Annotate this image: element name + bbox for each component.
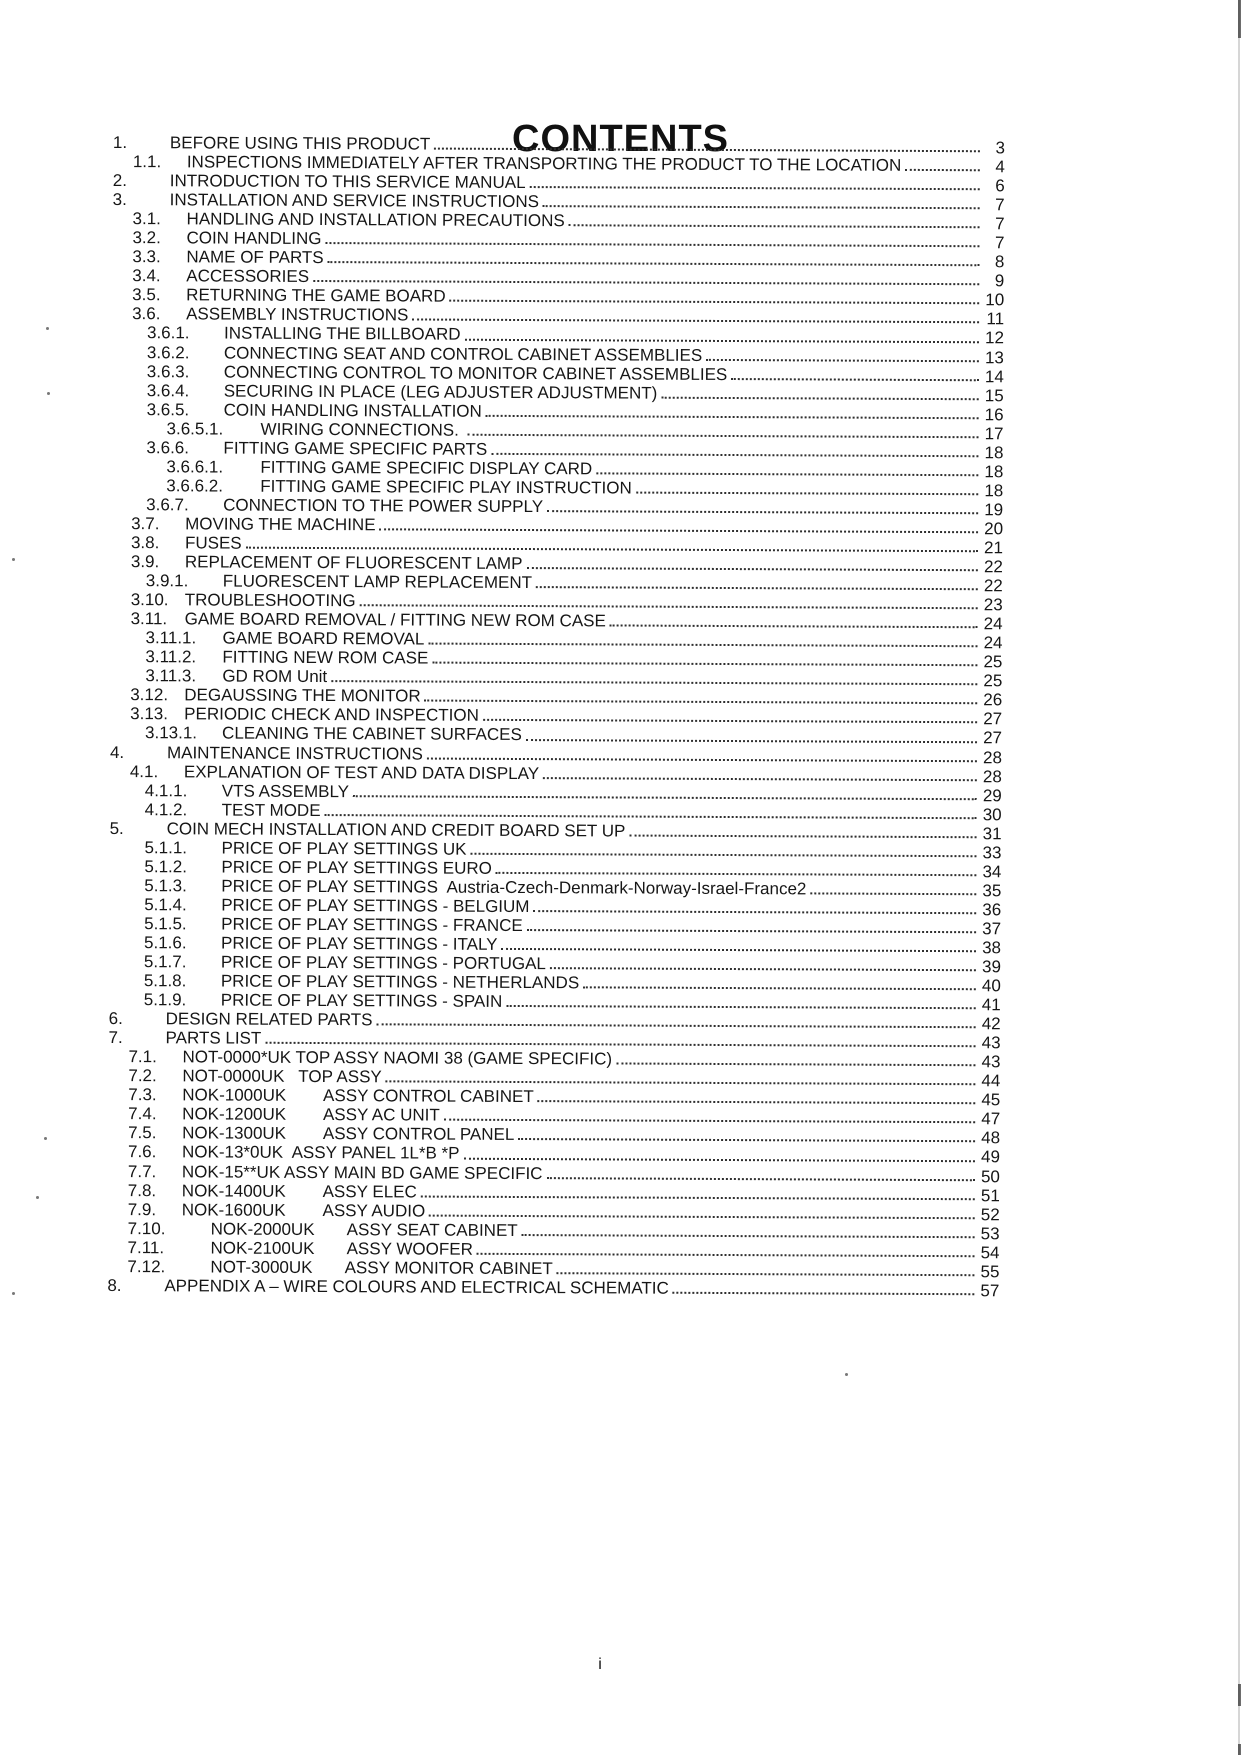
toc-entry-title: GD ROM Unit [222, 666, 328, 687]
toc-entry-title: CLEANING THE CABINET SURFACES [222, 723, 522, 745]
table-of-contents [107, 133, 1005, 1299]
toc-entry-number: 3.11.1. [145, 628, 197, 648]
toc-entry-page-number: 25 [983, 652, 1003, 672]
scan-speck [845, 1373, 848, 1376]
toc-entry-title: NOK-1300UK ASSY CONTROL PANEL [182, 1123, 515, 1145]
dotted-leader [463, 1157, 975, 1161]
toc-entry-title: PRICE OF PLAY SETTINGS - FRANCE [221, 914, 523, 935]
toc-entry-number: 5.1.5. [144, 914, 187, 934]
toc-entry-number: 3.6. [132, 304, 161, 324]
toc-entry-number: 1.1. [132, 152, 162, 172]
toc-entry-number: 3.12. [130, 685, 169, 705]
toc-entry-page-number: 37 [982, 919, 1002, 939]
toc-entry-number: 5.1.2. [144, 856, 188, 877]
toc-entry-title: INSTALLING THE BILLBOARD [223, 324, 461, 345]
dotted-leader [325, 814, 977, 819]
toc-entry-number: 3.6.3. [146, 361, 190, 381]
toc-entry-number: 3.9. [130, 552, 160, 572]
toc-entry-number: 5.1.4. [144, 895, 187, 915]
toc-entry-page-number: 16 [984, 404, 1004, 425]
dotted-leader [533, 910, 976, 914]
toc-entry-number: 5. [109, 818, 124, 838]
toc-entry-page-number: 27 [983, 728, 1003, 748]
dotted-leader [428, 643, 977, 648]
toc-entry-title: CONNECTING CONTROL TO MONITOR CABINET ASSEMBLIES [223, 362, 728, 384]
toc-entry-title: SECURING IN PLACE (LEG ADJUSTER ADJUSTMENT) [223, 381, 658, 403]
dotted-leader [616, 1063, 975, 1067]
toc-entry-title: INSPECTIONS IMMEDIATELY AFTER TRANSPORTING THE PRODUCT TO THE LOCATION [186, 152, 902, 175]
toc-entry-title: ASSEMBLY INSTRUCTIONS [186, 304, 409, 325]
toc-entry-page-number: 19 [984, 500, 1004, 520]
toc-entry-number: 5.1.3. [144, 875, 187, 896]
toc-entry-title: PERIODIC CHECK AND INSPECTION [184, 704, 479, 726]
toc-entry-page-number: 47 [981, 1109, 1001, 1129]
toc-entry-title: PRICE OF PLAY SETTINGS - BELGIUM [221, 895, 530, 916]
dotted-leader [328, 261, 980, 266]
toc-entry-page-number: 9 [994, 271, 1005, 291]
toc-entry-title: FITTING NEW ROM CASE [222, 647, 429, 668]
toc-entry-page-number: 18 [984, 443, 1004, 463]
toc-entry-number: 5.1.1. [144, 837, 188, 858]
dotted-leader [506, 1005, 975, 1009]
toc-entry-page-number: 55 [980, 1262, 1000, 1282]
toc-entry-title: CONNECTION TO THE POWER SUPPLY [223, 495, 544, 516]
toc-entry-page-number: 44 [981, 1071, 1001, 1091]
toc-entry-page-number: 8 [994, 252, 1005, 272]
toc-entry-number: 5.1.8. [143, 971, 187, 991]
toc-entry-number: 5.1.9. [143, 990, 187, 1010]
toc-entry-title: DESIGN RELATED PARTS [165, 1009, 373, 1030]
toc-entry-title: INTRODUCTION TO THIS SERVICE MANUAL [169, 171, 526, 193]
toc-entry-number: 4.1. [129, 761, 159, 781]
scan-speck [36, 1196, 39, 1199]
toc-entry-page-number: 24 [983, 633, 1003, 653]
toc-entry-title: NOK-1200UK ASSY AC UNIT [182, 1104, 440, 1125]
toc-entry-number: 3.6.4. [146, 380, 190, 400]
scan-speck [46, 327, 49, 330]
toc-entry-title: CONNECTING SEAT AND CONTROL CABINET ASSEMBLIES [223, 343, 703, 365]
toc-entry-page-number: 23 [983, 595, 1003, 615]
dotted-leader [550, 967, 976, 971]
toc-entry-number: 3.7. [131, 514, 160, 534]
dotted-leader [477, 1253, 975, 1257]
toc-entry-page-number: 49 [981, 1147, 1001, 1167]
toc-entry-page-number: 15 [984, 385, 1004, 405]
toc-entry-number: 7.4. [128, 1104, 157, 1124]
toc-entry-title: HANDLING AND INSTALLATION PRECAUTIONS [186, 209, 565, 231]
dotted-leader [468, 433, 979, 437]
toc-entry-number: 3.4. [132, 266, 161, 286]
dotted-leader [501, 948, 976, 952]
dotted-leader [536, 586, 978, 590]
toc-entry-page-number: 35 [982, 881, 1002, 901]
toc-entry-page-number: 21 [984, 538, 1004, 558]
toc-entry-page-number: 3 [995, 138, 1005, 158]
toc-entry-page-number: 18 [984, 462, 1004, 482]
toc-entry-title: NOK-1600UK ASSY AUDIO [181, 1199, 426, 1221]
toc-entry-page-number: 28 [982, 747, 1003, 767]
toc-entry-title: VTS ASSEMBLY [221, 781, 350, 801]
dotted-leader [380, 528, 979, 533]
toc-entry-number: 7. [108, 1028, 123, 1048]
dotted-leader [425, 700, 978, 705]
dotted-leader [546, 1177, 974, 1181]
toc-entry-page-number: 45 [981, 1090, 1001, 1110]
dotted-leader [547, 510, 978, 514]
dotted-leader [429, 1214, 975, 1219]
toc-entry-page-number: 17 [984, 423, 1004, 444]
dotted-leader [427, 757, 977, 762]
dotted-leader [421, 1195, 975, 1200]
toc-entry-page-number: 34 [982, 862, 1002, 882]
dotted-leader [434, 148, 980, 153]
dotted-leader [527, 929, 976, 933]
toc-entry-number: 4.1.1. [144, 780, 188, 800]
toc-entry-title: PRICE OF PLAY SETTINGS - SPAIN [220, 990, 503, 1012]
toc-entry-page-number: 20 [984, 519, 1004, 539]
toc-entry-title: TROUBLESHOOTING [184, 590, 356, 611]
toc-entry-title: REPLACEMENT OF FLUORESCENT LAMP [184, 552, 523, 574]
toc-entry-number: 7.11. [127, 1237, 165, 1257]
toc-entry-page-number: 24 [983, 614, 1003, 634]
toc-entry-number: 3.9.1. [145, 571, 189, 591]
dotted-leader [353, 795, 977, 800]
toc-entry-page-number: 22 [983, 576, 1003, 596]
toc-entry-title: TEST MODE [221, 800, 321, 820]
dotted-leader [610, 625, 978, 629]
dotted-leader [486, 415, 979, 419]
toc-entry-page-number: 54 [980, 1242, 1000, 1263]
toc-entry-number: 2. [112, 171, 128, 191]
dotted-leader [538, 1100, 976, 1104]
toc-entry-number: 7.1. [128, 1047, 157, 1067]
toc-entry-number: 3.6.5.1. [166, 418, 224, 439]
toc-entry-title: PRICE OF PLAY SETTINGS UK [221, 838, 467, 859]
toc-entry-page-number: 42 [981, 1014, 1001, 1034]
toc-entry-page-number: 39 [981, 957, 1001, 977]
dotted-leader [905, 169, 980, 171]
toc-entry-number: 3.6.7. [146, 495, 189, 515]
toc-entry-page-number: 33 [982, 842, 1002, 863]
toc-entry-title: NOK-2000UK ASSY SEAT CABINET [210, 1219, 518, 1240]
toc-entry-page-number: 7 [995, 195, 1005, 215]
toc-entry-title: PARTS LIST [165, 1028, 262, 1048]
toc-entry-title: MOVING THE MACHINE [185, 514, 376, 535]
toc-entry-number: 3.11.2. [145, 647, 197, 667]
toc-entry-title: NOK-1000UK ASSY CONTROL CABINET [182, 1085, 534, 1107]
toc-entry-title: COIN HANDLING INSTALLATION [223, 400, 482, 421]
toc-entry-title: ACCESSORIES [186, 266, 310, 287]
toc-entry-title: NOK-2100UK ASSY WOOFER [210, 1238, 473, 1259]
dotted-leader [496, 872, 977, 876]
toc-entry-page-number: 7 [995, 214, 1005, 234]
toc-entry-title: GAME BOARD REMOVAL / FITTING NEW ROM CASE [184, 609, 606, 631]
toc-entry-number: 3. [112, 190, 127, 210]
toc-entry-page-number: 18 [984, 481, 1004, 501]
toc-entry-page-number: 28 [982, 766, 1002, 786]
toc-entry-title: BEFORE USING THIS PRODUCT [169, 133, 431, 154]
toc-entry-title: FITTING GAME SPECIFIC PARTS [223, 438, 488, 459]
dotted-leader [246, 547, 978, 553]
toc-entry-page-number: 26 [983, 690, 1003, 710]
toc-entry-page-number: 25 [983, 671, 1003, 691]
toc-entry-number: 7.6. [127, 1142, 157, 1162]
toc-entry-page-number: 38 [982, 938, 1002, 958]
toc-entry-title: NOT-0000*UK TOP ASSY NAOMI 38 (GAME SPECIFIC) [182, 1047, 613, 1069]
toc-entry-title: COIN MECH INSTALLATION AND CREDIT BOARD SET UP [166, 818, 626, 841]
dotted-leader [526, 567, 977, 571]
toc-entry-number: 3.10. [130, 590, 169, 610]
toc-entry-title: NOT-0000UK TOP ASSY [182, 1066, 382, 1087]
toc-entry-number: 3.13.1. [145, 723, 198, 743]
toc-entry-number: 3.6.6.2. [166, 476, 224, 496]
toc-entry-page-number: 50 [980, 1166, 1000, 1186]
toc-entry-number: 3.3. [132, 247, 161, 267]
toc-entry-number: 7.10. [127, 1218, 166, 1238]
toc-entry-page-number: 12 [985, 328, 1005, 348]
toc-entry-title: PRICE OF PLAY SETTINGS - ITALY [220, 933, 498, 954]
toc-entry-page-number: 22 [983, 557, 1003, 577]
toc-entry-number: 5.1.7. [143, 952, 187, 972]
dotted-leader [526, 739, 977, 743]
dotted-leader [569, 224, 980, 228]
toc-entry-page-number: 43 [981, 1033, 1001, 1053]
toc-entry-page-number: 29 [982, 785, 1002, 805]
toc-entry-title: PRICE OF PLAY SETTINGS EURO [221, 857, 492, 878]
dotted-leader [706, 358, 979, 361]
scan-edge-line [1238, 0, 1240, 1755]
scan-speck [12, 558, 15, 561]
toc-entry-title: FITTING GAME SPECIFIC PLAY INSTRUCTION [260, 476, 632, 498]
dotted-leader [444, 1119, 975, 1124]
scan-speck [47, 392, 50, 395]
toc-entry-page-number: 11 [986, 309, 1005, 329]
toc-entry-number: 3.6.1. [146, 323, 190, 343]
toc-entry-title: FITTING GAME SPECIFIC DISPLAY CARD [260, 457, 593, 479]
toc-entry-number: 7.7. [127, 1161, 157, 1181]
toc-entry-number: 3.2. [132, 228, 161, 248]
toc-entry-page-number: 10 [985, 290, 1005, 310]
dotted-leader [432, 662, 977, 667]
toc-entry-number: 8. [107, 1275, 122, 1295]
toc-entry-number: 3.8. [130, 533, 160, 553]
toc-entry-title: RETURNING THE GAME BOARD [186, 285, 446, 307]
toc-entry-number: 7.5. [128, 1123, 157, 1143]
toc-entry-number: 6. [108, 1009, 123, 1029]
dotted-leader [331, 680, 977, 685]
dotted-leader [583, 986, 976, 990]
toc-entry-number: 7.3. [128, 1085, 157, 1105]
toc-entry-page-number: 36 [982, 900, 1002, 920]
dotted-leader [326, 242, 980, 247]
toc-entry-number: 7.2. [128, 1066, 157, 1086]
toc-entry-title: NOT-3000UK ASSY MONITOR CABINET [210, 1257, 553, 1278]
footer-page-number: i [598, 1656, 602, 1673]
dotted-leader [557, 1272, 975, 1276]
dotted-leader [596, 472, 978, 476]
toc-entry-page-number: 52 [980, 1204, 1000, 1224]
dotted-leader [491, 453, 978, 457]
dotted-leader [450, 300, 980, 305]
toc-entry-number: 4. [109, 742, 125, 762]
toc-entry-title: NAME OF PARTS [186, 247, 324, 268]
toc-entry-title: COIN HANDLING [186, 228, 322, 249]
toc-entry-number: 7.8. [127, 1180, 157, 1200]
toc-entry-page-number: 7 [994, 233, 1005, 253]
toc-entry-page-number: 13 [984, 347, 1004, 367]
toc-entry-page-number: 53 [980, 1223, 1000, 1244]
scan-speck [44, 1137, 47, 1140]
toc-entry-title: FLUORESCENT LAMP REPLACEMENT [222, 571, 533, 593]
dotted-leader [483, 719, 977, 723]
toc-entry-number: 1. [112, 133, 128, 153]
dotted-leader [731, 378, 979, 381]
toc-entry-title: EXPLANATION OF TEST AND DATA DISPLAY [183, 761, 540, 783]
dotted-leader [522, 1234, 975, 1238]
toc-entry-title: MAINTENANCE INSTRUCTIONS [166, 742, 423, 764]
toc-entry-number: 3.5. [132, 285, 161, 305]
toc-entry-title: PRICE OF PLAY SETTINGS - PORTUGAL [220, 952, 546, 974]
dotted-leader [470, 853, 976, 857]
toc-entry-page-number: 41 [981, 995, 1001, 1015]
dotted-leader [518, 1138, 975, 1142]
dotted-leader [530, 186, 980, 190]
toc-entry-title: PRICE OF PLAY SETTINGS Austria-Czech-Denmark-Norway-Israel-France2 [221, 876, 807, 899]
toc-entry-number: 5.1.6. [143, 933, 187, 953]
toc-entry-number: 3.6.2. [146, 342, 190, 362]
dotted-leader [629, 834, 976, 838]
dotted-leader [360, 604, 978, 609]
toc-entry-number: 3.6.6.1. [166, 457, 224, 477]
toc-entry-number: 3.13. [130, 704, 169, 724]
page-title: CONTENTS [512, 118, 729, 161]
dotted-leader [661, 396, 978, 400]
toc-entry-title: GAME BOARD REMOVAL [222, 628, 425, 649]
toc-entry-page-number: 43 [981, 1052, 1001, 1072]
toc-entry-title: NOK-15**UK ASSY MAIN BD GAME SPECIFIC [181, 1161, 543, 1183]
toc-entry-title: FUSES [184, 533, 242, 553]
toc-entry-page-number: 51 [980, 1185, 1000, 1205]
dotted-leader [377, 1024, 976, 1029]
dotted-leader [313, 280, 979, 285]
toc-entry-number: 3.11. [130, 609, 168, 629]
toc-entry [107, 1276, 999, 1299]
toc-entry-title: INSTALLATION AND SERVICE INSTRUCTIONS [169, 190, 540, 212]
dotted-leader [636, 491, 978, 495]
dotted-leader [412, 319, 979, 324]
toc-entry-number: 3.6.5. [146, 399, 190, 420]
toc-entry-number: 7.9. [127, 1199, 157, 1219]
dotted-leader [673, 1292, 975, 1295]
dotted-leader [543, 205, 980, 209]
toc-entry-number: 3.6.6. [146, 437, 190, 458]
dotted-leader [386, 1081, 976, 1086]
toc-entry-title: APPENDIX A – WIRE COLOURS AND ELECTRICAL SCHEMATIC [164, 1276, 669, 1298]
toc-entry-page-number: 4 [995, 157, 1005, 177]
toc-entry-title: WIRING CONNECTIONS. [260, 419, 464, 440]
dotted-leader [543, 777, 977, 781]
toc-entry-number: 3.1. [132, 209, 161, 229]
toc-entry-page-number: 30 [982, 804, 1002, 824]
toc-entry-title: PRICE OF PLAY SETTINGS - NETHERLANDS [220, 971, 580, 993]
toc-entry-number: 7.12. [127, 1256, 166, 1277]
toc-entry-number: 3.11.3. [145, 666, 197, 686]
toc-entry-page-number: 57 [980, 1281, 1000, 1301]
dotted-leader [464, 338, 979, 343]
toc-entry-page-number: 27 [983, 709, 1003, 729]
toc-entry-page-number: 48 [981, 1128, 1001, 1148]
toc-entry-page-number: 40 [981, 976, 1001, 996]
toc-entry-title: DEGAUSSING THE MONITOR [184, 685, 421, 706]
dotted-leader [810, 892, 976, 895]
dotted-leader [265, 1042, 975, 1047]
toc-entry-page-number: 6 [995, 176, 1005, 196]
toc-entry-title: NOK-1400UK ASSY ELEC [181, 1180, 417, 1202]
toc-entry-page-number: 14 [984, 366, 1004, 386]
toc-entry-title: NOK-13*0UK ASSY PANEL 1L*B *P [181, 1142, 460, 1164]
scan-speck [12, 1292, 15, 1295]
toc-entry-number: 4.1.2. [144, 799, 188, 820]
toc-entry-page-number: 31 [982, 823, 1002, 844]
